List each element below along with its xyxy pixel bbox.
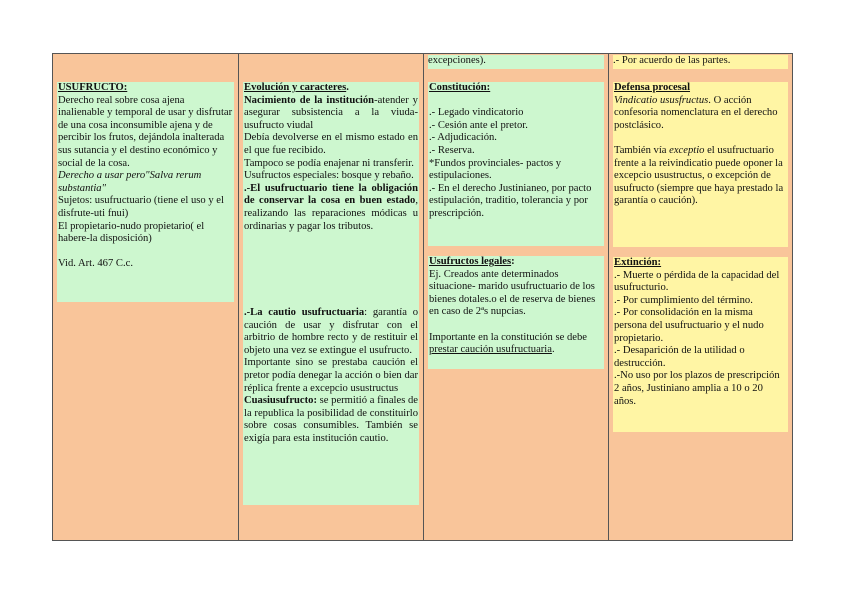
usufructo-owner: El propietario-nudo propietario( el habere-la disposición)	[58, 220, 205, 245]
evolucion-quasi: Cuasiusufructo: se permitió a finales de la republica la posibilidad de constituirlo sobre cosas consumibles. También se exigía para esta institución cautio.	[244, 395, 418, 444]
column-evolucion	[238, 54, 423, 540]
evolucion-box-2	[243, 307, 419, 505]
usufructo-heading: USUFRUCTO:	[58, 82, 128, 93]
constitucion-top: excepciones).	[428, 55, 604, 69]
legales-box	[428, 256, 604, 369]
evolucion-special: Usufructos especiales: bosque y rebaño.	[244, 170, 414, 182]
constitucion-item: .- Cesión ante el pretor.	[429, 119, 528, 131]
extincion-item: .- Desaparición de la utilidad o destrucción.	[614, 345, 745, 369]
defensa-also: También vía exceptio el usufructuario frente a la reivindicatio puede oponer la excepcio usustructus, o excepción de usufructo (siempre que haya prestado la garantía o caución).	[614, 144, 784, 207]
constitucion-item: .- Legado vindicatorio	[429, 107, 524, 119]
extincion-heading: Extinción:	[614, 257, 662, 268]
constitucion-item: .- Reserva.	[429, 144, 475, 156]
evolucion-cautio: .-La cautio usufructuaria: garantía o caución de usar y disfrutar con el arbitrio de hombre recto y de restituir el objeto una vez se extingue el usufructo.	[244, 307, 418, 356]
evolucion-obligation: .-El usufructuario tiene la obligación de conservar la cosa en buen estado, realizando las reparaciones módicas u ordinarias y pagar los tributos.	[244, 182, 418, 232]
extincion-box	[613, 257, 788, 432]
usufructo-box	[57, 82, 234, 302]
column-defensa	[608, 54, 792, 540]
column-usufructo	[53, 54, 238, 540]
usufructo-subjects: Sujetos: usufructuario (tiene el uso y el disfrute-uti fnui)	[58, 195, 224, 219]
evolucion-box-1	[243, 82, 419, 319]
constitucion-item: .- Adjudicación.	[429, 132, 497, 144]
evolucion-heading: Evolución y caracteres.	[244, 82, 349, 93]
column-constitucion	[423, 54, 608, 540]
extincion-item: .- Por consolidación en la misma persona del usufructuario y el nudo propietario.	[614, 307, 764, 344]
constitucion-heading: Constitución:	[429, 82, 491, 93]
constitucion-box	[428, 82, 604, 246]
defensa-box	[613, 82, 788, 247]
usufructo-reference: Vid. Art. 467 C.c.	[58, 258, 133, 270]
defensa-top: .- Por acuerdo de las partes.	[613, 55, 788, 69]
extincion-item: .- Muerte o pérdida de la capacidad del usufructurio.	[614, 269, 780, 294]
defensa-heading: Defensa procesal	[614, 82, 691, 93]
legales-important: Importante en la constitución se debe prestar caución usufructuaria.	[429, 331, 587, 356]
legales-text: Ej. Creados ante determinados situacione- marido usufructuario de los bienes dotales.o el de reserva de bienes en caso de 2ªs nupcias.	[429, 268, 596, 318]
extincion-item: .-No uso por los plazos de prescripción 2 años, Justiniano amplia a 10 o 20 años.	[614, 370, 780, 407]
defensa-vindicatio: Vindicatio ususfructus. O acción confesoria nomenclatura en el derecho postclásico.	[614, 94, 778, 131]
evolucion-return: Debía devolverse en el mismo estado en el que fue recibido.	[244, 132, 418, 156]
evolucion-birth: Nacimiento de la institución-atender y asegurar subsistencia a la viuda-usufructo viudal	[244, 94, 418, 131]
usufructo-quote: Derecho a usar pero"Salva rerum substantia"	[58, 170, 202, 194]
usufruct-table	[52, 53, 793, 541]
evolucion-transfer: Tampoco se podía enajenar ni transferir.	[244, 157, 414, 169]
extincion-item: .- Por cumplimiento del término.	[614, 294, 753, 306]
usufructo-definition: Derecho real sobre cosa ajena inalienable y temporal de usar y disfrutar de una cosa inconsumible ajena y de percibir los frutos, dejándola inalterada sus sutancia y el destino económico y social de la cosa.	[58, 94, 233, 169]
evolucion-important: Importante sino se prestaba caución el pretor podía denegar la acción o bien dar réplica frente a excepcio usustructus	[244, 357, 418, 394]
constitucion-fundos: *Fundos provinciales- pactos y estipulaciones.	[429, 157, 562, 182]
legales-heading: Usufructos legales:	[429, 256, 515, 267]
constitucion-justinian: .- En el derecho Justinianeo, por pacto estipulación, traditio, tolerancia y por prescripción.	[429, 182, 592, 219]
